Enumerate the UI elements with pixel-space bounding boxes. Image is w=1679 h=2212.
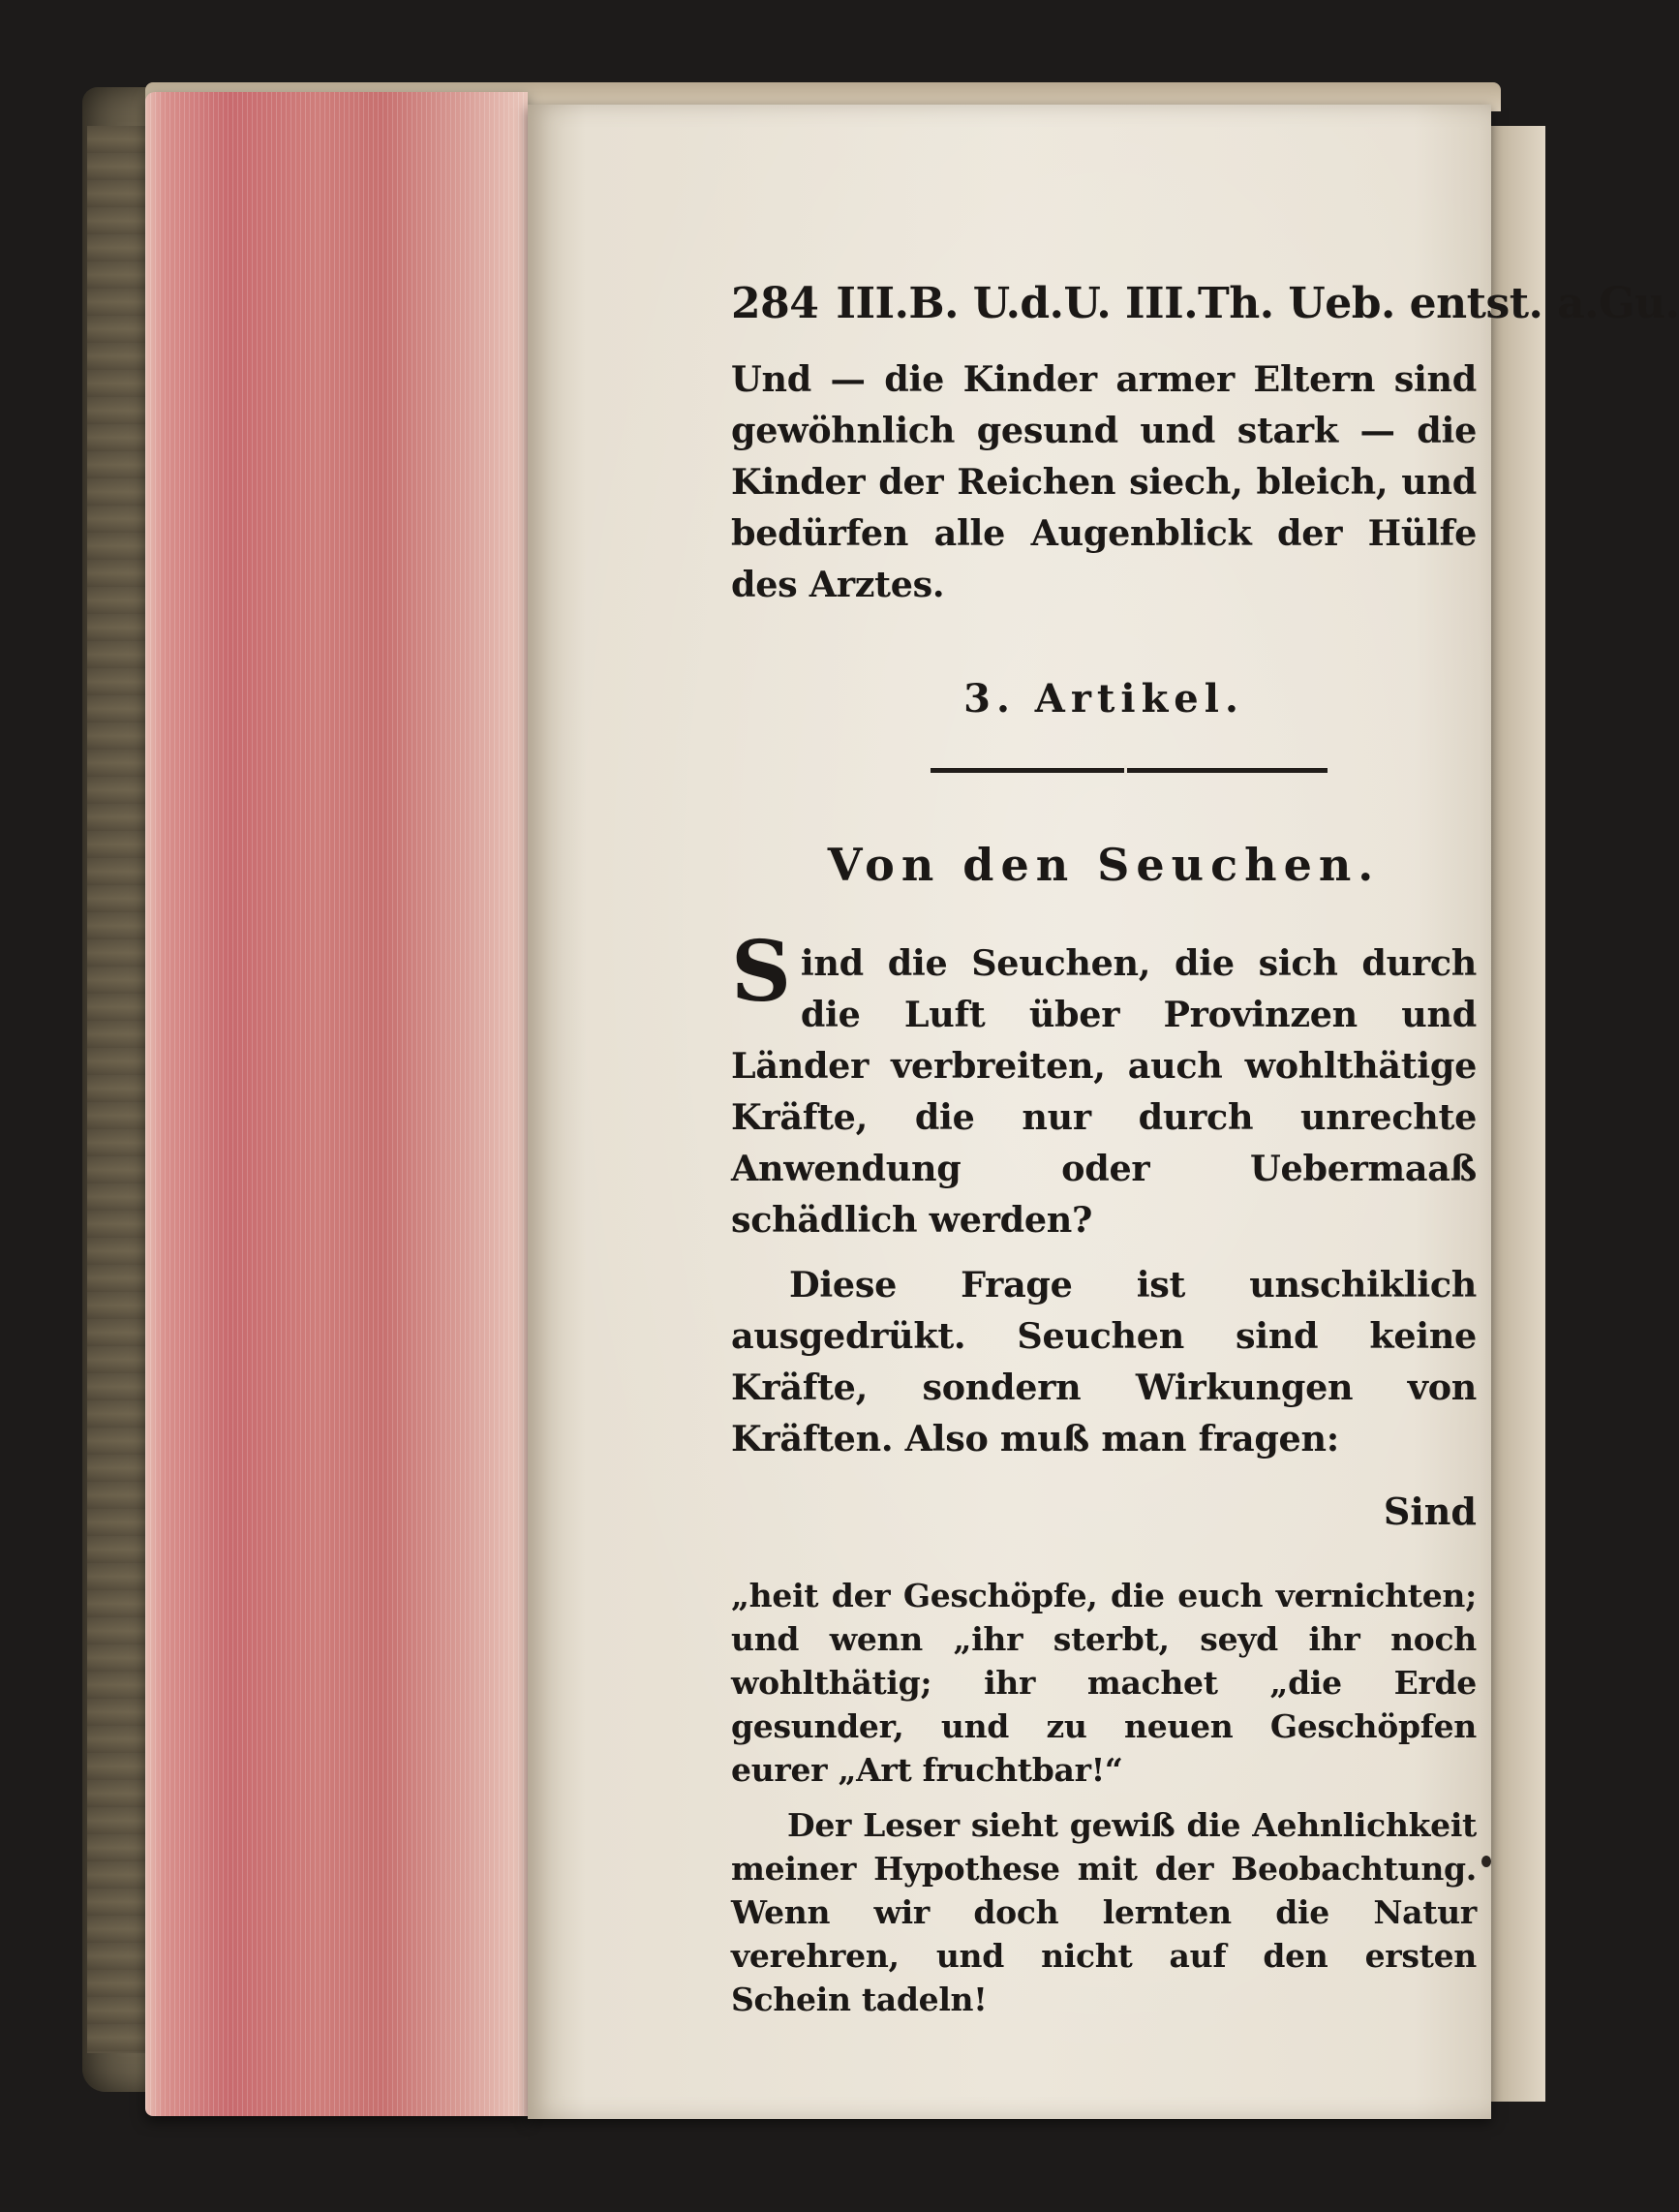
catchword: Sind [1383,1490,1477,1533]
page-text [731,279,1679,2021]
ink-spot [1481,1856,1491,1867]
spine-leather [87,126,145,2053]
next-page-sliver [1491,126,1545,2102]
question-paragraph [731,923,1477,1245]
running-head [731,279,1679,328]
answer-paragraph: Diese Frage ist unschiklich ausgedrükt. Seuchen sind keine Kräfte, sondern Wirkungen von Kräften. Also muß man fragen: [731,1264,1477,1459]
question-text: ind die Seuchen, die sich durch die Luft über Provinzen und Länder verbreiten, auch wohlthätige Kräfte, die nur durch unrechte Anwendung oder Uebermaaß schädlich werden? [731,942,1477,1241]
reader-paragraph: Der Leser sieht gewiß die Aehnlichkeit meiner Hypothese mit der Beobachtung. Wenn wir doch lernten die Natur verehren, und nicht auf den ersten Schein tadeln! [731,1806,1477,2018]
book-page [528,105,1679,2119]
paragraph-children: Und — die Kinder armer Eltern sind gewöhnlich gesund und stark — die Kinder der Reichen siech, bleich, und bedürfen alle Augenblick der Hülfe des Arztes. [731,358,1477,605]
running-head-title: III.B. U.d.U. III.Th. Ueb. entst. a.Gu. [836,279,1679,328]
divider-rule [931,768,1328,773]
drop-cap: S [731,923,791,1021]
page-number: 284 [731,279,819,328]
article-label: 3. Artikel. [963,676,1244,722]
red-page-edges [145,92,528,2116]
quote-paragraph: „heit der Geschöpfe, die euch vernichten; und wenn „ihr sterbt, seyd ihr noch wohlthätig; ihr machet „die Erde gesunder, und zu neuen Geschöpfen eurer „Art fruchtbar!“ [731,1577,1477,1789]
section-title: Von den Seuchen. [827,839,1381,891]
